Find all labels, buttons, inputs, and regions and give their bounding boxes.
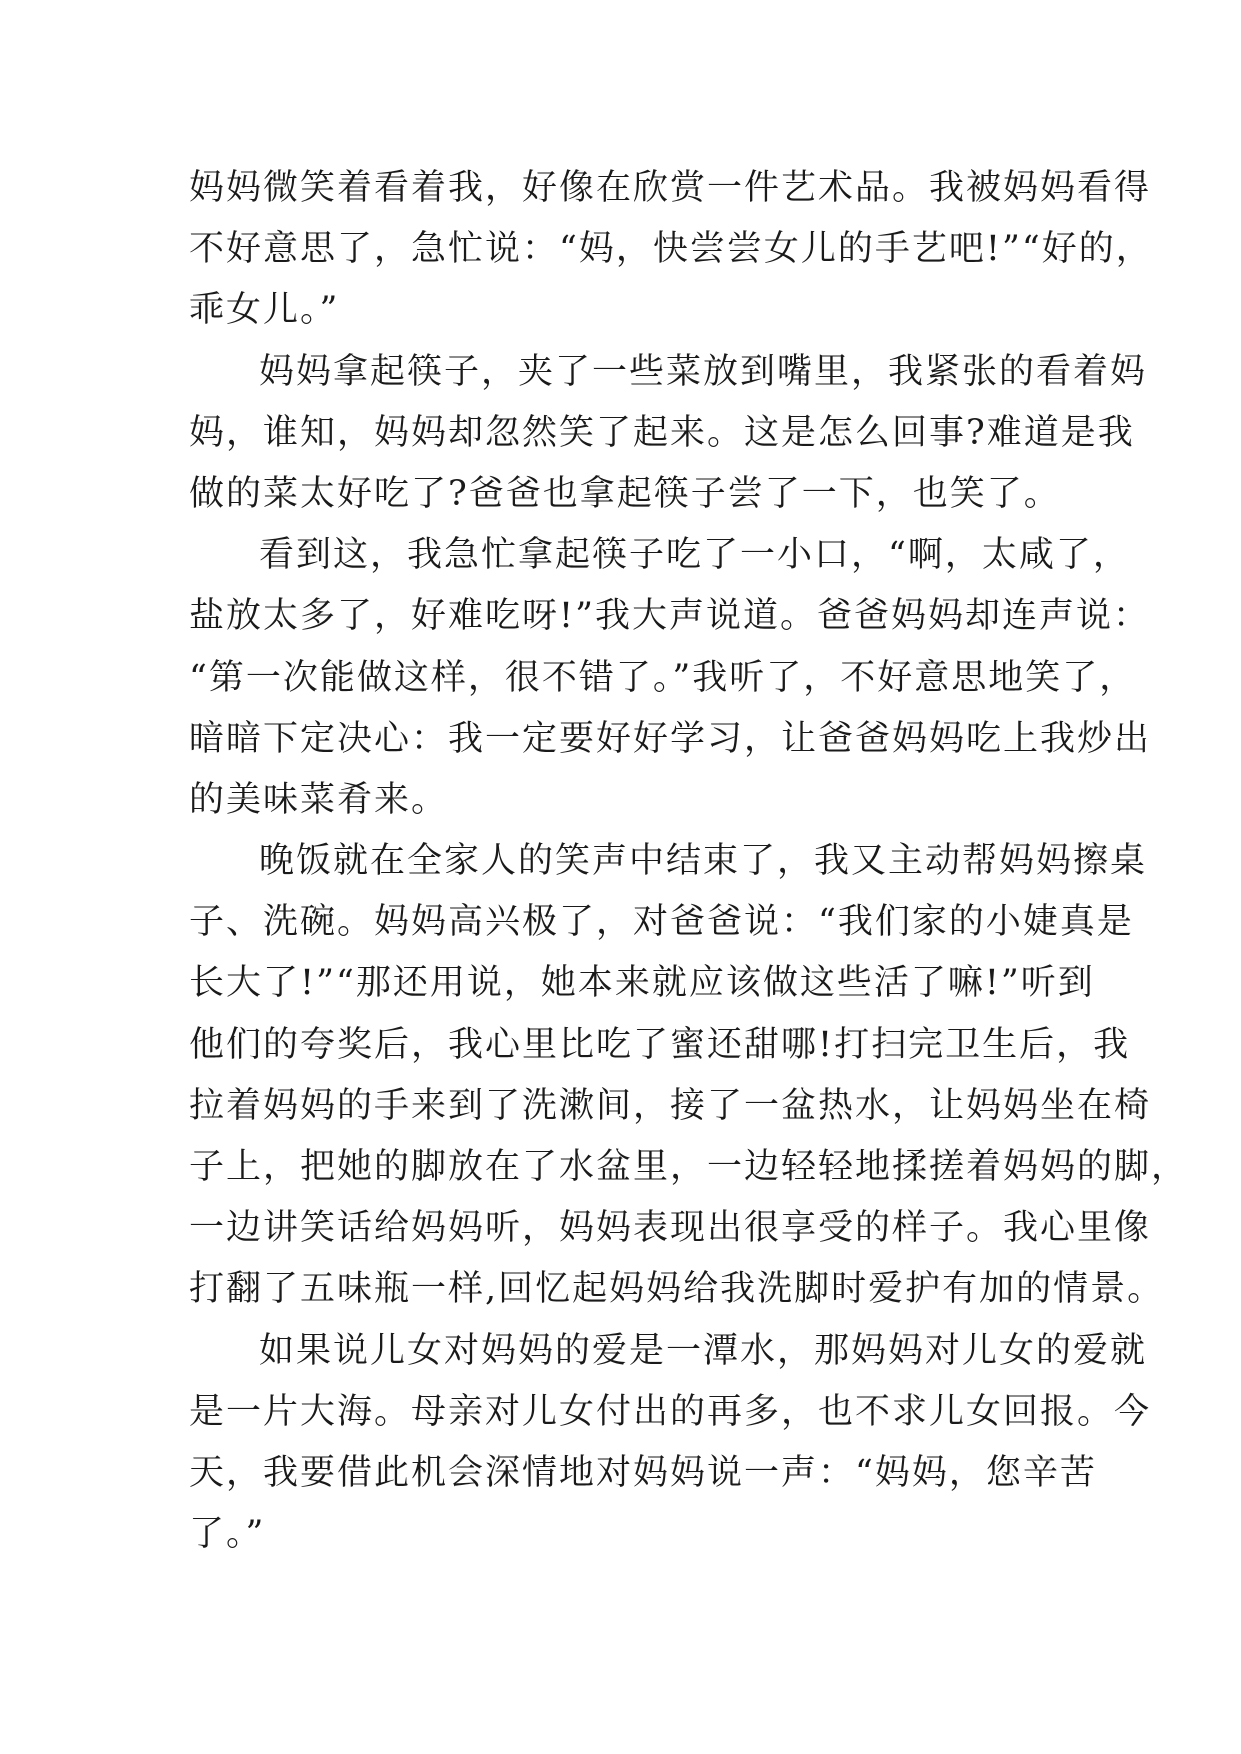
text-line: 盐放太多了，好难吃呀!”我大声说道。爸爸妈妈却连声说： (189, 596, 1150, 637)
text-line: 晚饭就在全家人的笑声中结束了，我又主动帮妈妈擦桌 (259, 841, 1148, 882)
text-line: 妈妈拿起筷子，夹了一些菜放到嘴里，我紧张的看着妈 (259, 351, 1148, 392)
text-line: 暗暗下定决心：我一定要好好学习，让爸爸妈妈吃上我炒出 (189, 718, 1152, 759)
text-line: 看到这，我急忙拿起筷子吃了一小口，“啊，太咸了， (259, 535, 1130, 576)
text-line: 妈，谁知，妈妈却忽然笑了起来。这是怎么回事?难道是我 (189, 412, 1135, 453)
text-line: 天，我要借此机会深情地对妈妈说一声：“妈妈，您辛苦 (189, 1452, 1097, 1493)
text-line: 拉着妈妈的手来到了洗漱间，接了一盆热水，让妈妈坐在椅 (189, 1085, 1152, 1126)
text-line: 乖女儿。” (189, 290, 340, 331)
text-line: 子上，把她的脚放在了水盆里，一边轻轻地揉搓着妈妈的脚， (189, 1147, 1189, 1187)
text-line: 他们的夸奖后，我心里比吃了蜜还甜哪!打扫完卫生后，我 (189, 1024, 1131, 1065)
text-line: 打翻了五味瓶一样,回忆起妈妈给我洗脚时爱护有加的情景。 (189, 1269, 1165, 1310)
text-line: 是一片大海。母亲对儿女付出的再多，也不求儿女回报。今 (189, 1391, 1152, 1432)
text-line: 的美味菜肴来。 (189, 779, 449, 820)
text-line: 一边讲笑话给妈妈听，妈妈表现出很享受的样子。我心里像 (189, 1208, 1152, 1249)
text-line: 妈妈微笑着看着我，好像在欣赏一件艺术品。我被妈妈看得 (189, 168, 1152, 208)
text-line: 子、洗碗。妈妈高兴极了，对爸爸说：“我们家的小婕真是 (189, 902, 1134, 943)
text-line: 做的菜太好吃了?爸爸也拿起筷子尝了一下，也笑了。 (189, 473, 1061, 514)
text-line: 如果说儿女对妈妈的爱是一潭水，那妈妈对儿女的爱就 (259, 1330, 1148, 1371)
essay-body (189, 158, 1189, 1565)
text-line: 长大了!”“那还用说，她本来就应该做这些活了嘛!”听到 (189, 963, 1095, 1004)
text-line: 不好意思了，急忙说：“妈，快尝尝女儿的手艺吧!”“好的， (189, 229, 1153, 270)
text-line: “第一次能做这样，很不错了。”我听了，不好意思地笑了， (189, 657, 1137, 698)
text-line: 了。” (189, 1514, 266, 1555)
